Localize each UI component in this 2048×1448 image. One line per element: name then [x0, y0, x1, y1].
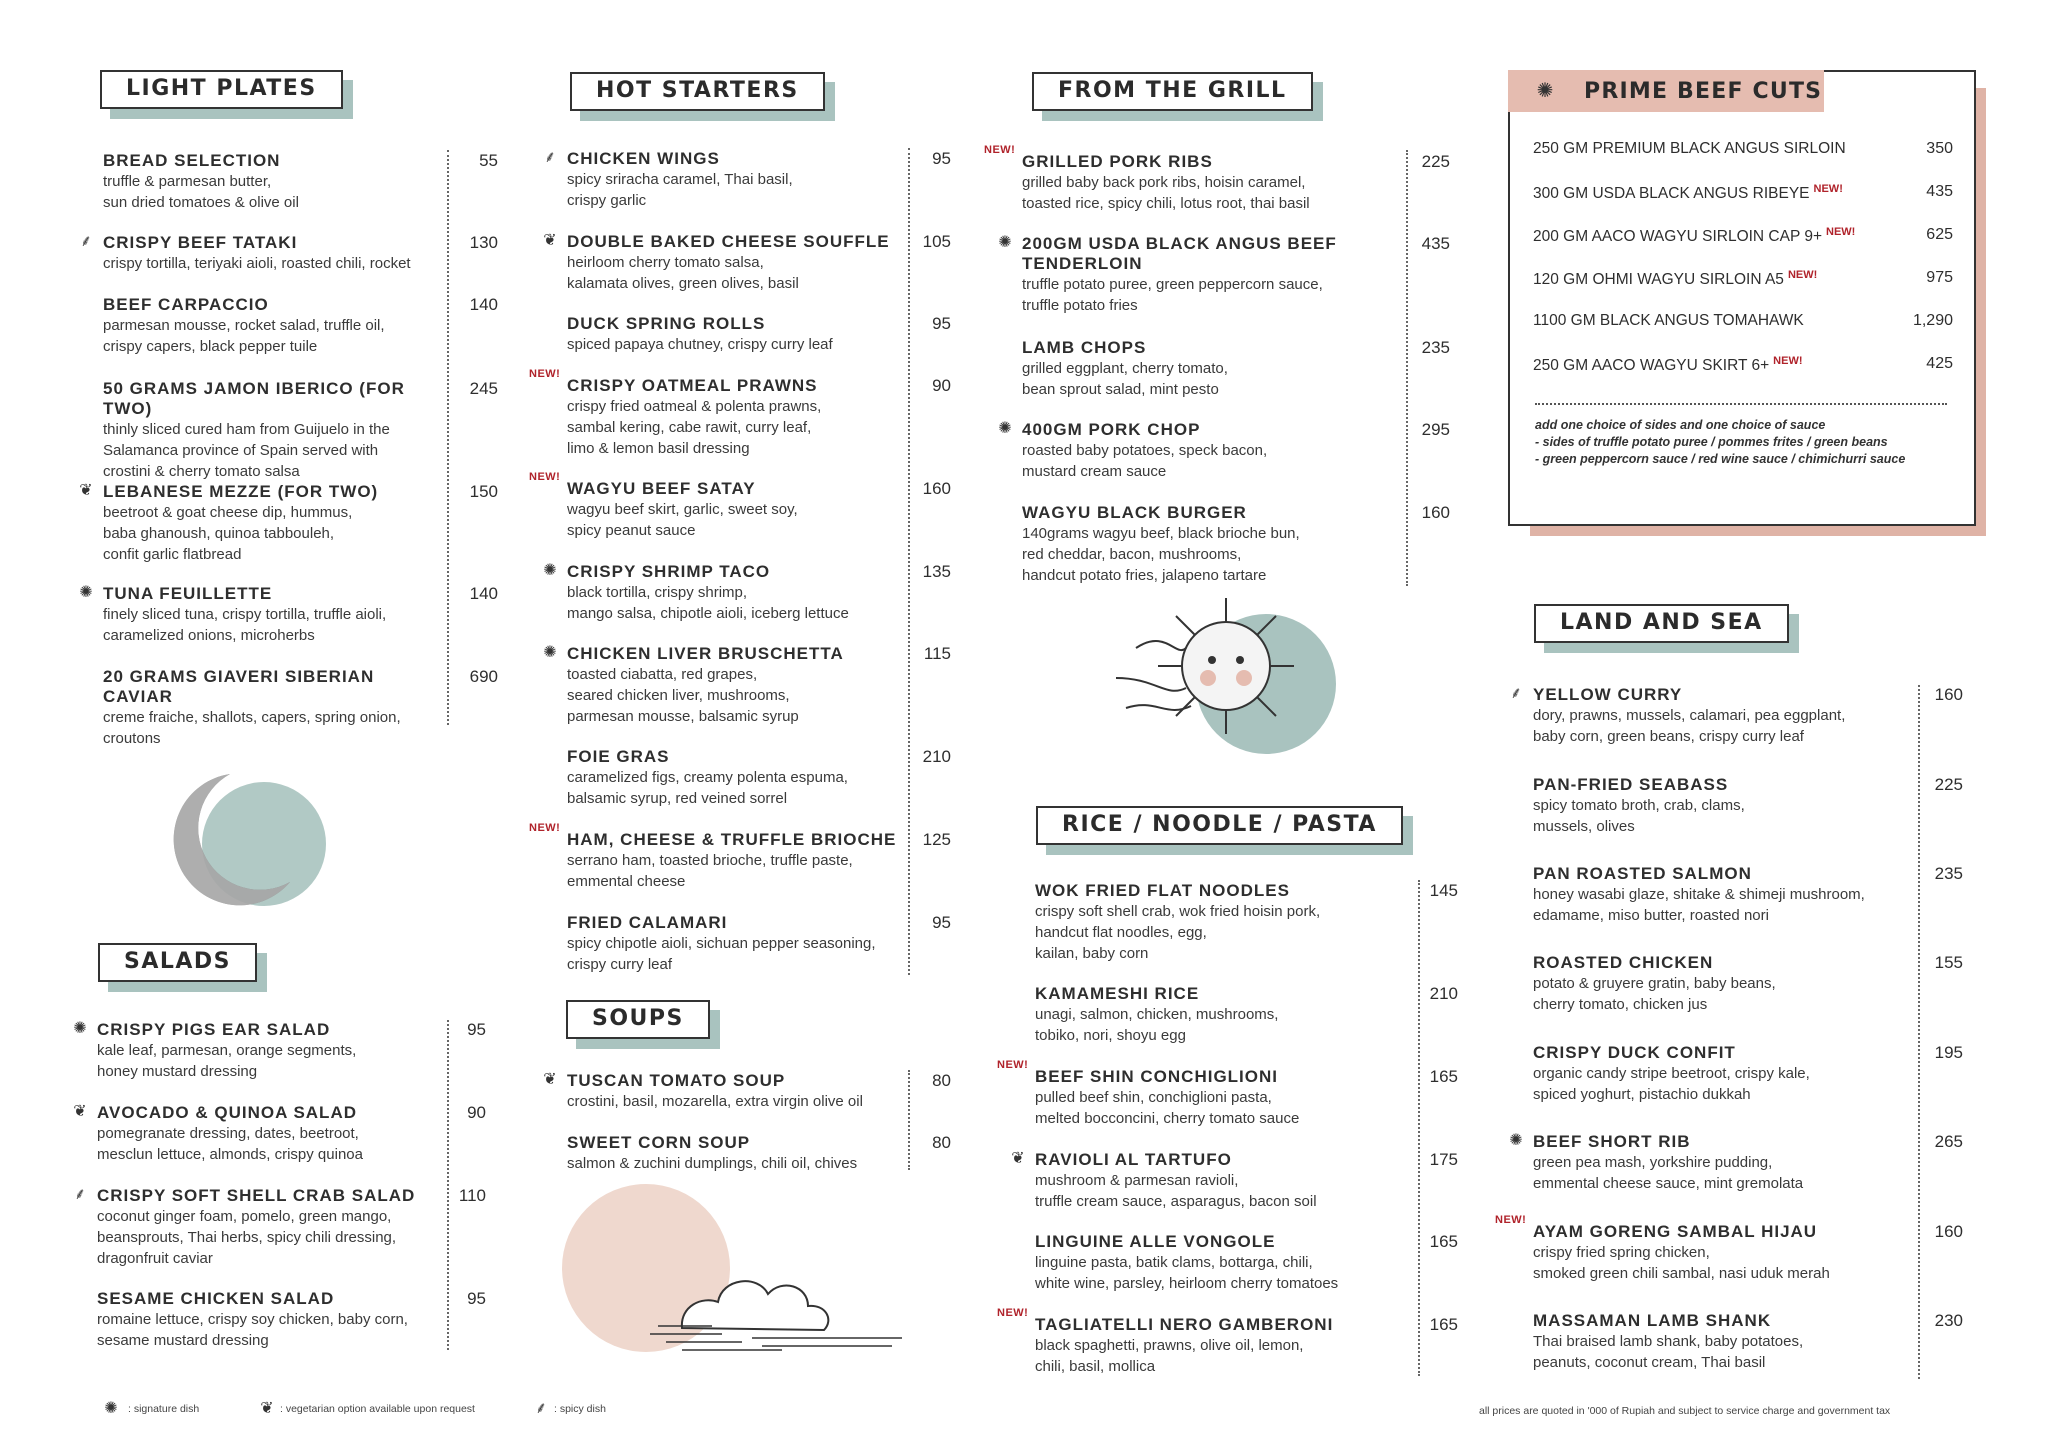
- item-name: MASSAMAN LAMB SHANK: [1533, 1311, 1772, 1330]
- menu-item: [567, 1133, 951, 1174]
- menu-item: [1533, 953, 1963, 1015]
- item-description: pulled beef shin, conchiglioni pasta,: [1035, 1089, 1272, 1106]
- item-name: LAMB CHOPS: [1022, 338, 1147, 357]
- legend-spicy: : spicy dish: [554, 1403, 606, 1415]
- item-name: HAM, CHEESE & TRUFFLE BRIOCHE: [567, 830, 897, 849]
- section-title: SALADS: [98, 943, 257, 982]
- item-price: 90: [467, 1103, 486, 1122]
- prime-note-line: - sides of truffle potato puree / pommes frites / green beans: [1535, 435, 1888, 449]
- item-description: seared chicken liver, mushrooms,: [567, 687, 790, 704]
- menu-item: [1035, 1232, 1458, 1294]
- menu-item: [1022, 503, 1450, 586]
- item-name: BEEF SHORT RIB: [1533, 1132, 1691, 1151]
- item-name: WAGYU BEEF SATAY: [567, 479, 756, 498]
- item-price: 140: [469, 584, 498, 603]
- item-price: 95: [467, 1289, 486, 1308]
- item-description: red cheddar, bacon, mushrooms,: [1022, 546, 1242, 563]
- item-description: unagi, salmon, chicken, mushrooms,: [1035, 1006, 1279, 1023]
- prime-cut-item: [1533, 226, 1953, 246]
- item-price: 110: [458, 1186, 486, 1205]
- item-description: dragonfruit caviar: [97, 1250, 213, 1267]
- item-description: sesame mustard dressing: [97, 1332, 269, 1349]
- item-name: PAN ROASTED SALMON: [1533, 864, 1752, 883]
- item-description: potato & gruyere gratin, baby beans,: [1533, 975, 1776, 992]
- item-name: TAGLIATELLI NERO GAMBERONI: [1035, 1315, 1334, 1334]
- item-description: grilled baby back pork ribs, hoisin caramel,: [1022, 174, 1306, 191]
- item-description: caramelized onions, microherbs: [103, 627, 315, 644]
- item-description: spicy tomato broth, crab, clams,: [1533, 797, 1745, 814]
- item-description: balsamic syrup, red veined sorrel: [567, 790, 788, 807]
- item-description: smoked green chili sambal, nasi uduk merah: [1533, 1265, 1830, 1282]
- item-name: WAGYU BLACK BURGER: [1022, 503, 1247, 522]
- section-header-soups: [566, 1000, 710, 1039]
- item-price: 95: [467, 1020, 486, 1039]
- item-description: linguine pasta, batik clams, bottarga, chili,: [1035, 1254, 1313, 1271]
- item-description: black spaghetti, prawns, olive oil, lemon,: [1035, 1337, 1304, 1354]
- item-price: 95: [932, 314, 951, 333]
- item-description: handcut potato fries, jalapeno tartare: [1022, 567, 1267, 584]
- divider-dotted: [447, 150, 449, 725]
- sun-icon: ✺: [1509, 1132, 1523, 1149]
- menu-item: [1533, 864, 1963, 926]
- menu-item: [97, 1289, 486, 1351]
- item-description: sun dried tomatoes & olive oil: [103, 194, 299, 211]
- new-badge: NEW!: [984, 144, 1016, 156]
- section-title: RICE / NOODLE / PASTA: [1036, 806, 1403, 845]
- item-name: SWEET CORN SOUP: [567, 1133, 751, 1152]
- item-name: BEEF SHIN CONCHIGLIONI: [1035, 1067, 1279, 1086]
- item-price: 225: [1421, 152, 1450, 171]
- item-description: crostini & cherry tomato salsa: [103, 463, 300, 480]
- menu-item: [1035, 984, 1458, 1046]
- item-price: 230: [1934, 1311, 1963, 1330]
- menu-item: [1533, 775, 1963, 837]
- item-name: SESAME CHICKEN SALAD: [97, 1289, 335, 1308]
- cut-name: 250 GM PREMIUM BLACK ANGUS SIRLOIN: [1533, 140, 1846, 157]
- item-description: 140grams wagyu beef, black brioche bun,: [1022, 525, 1300, 542]
- item-price: 235: [1421, 338, 1450, 357]
- sun-icon: ✺: [73, 1020, 87, 1037]
- item-name: 400GM PORK CHOP: [1022, 420, 1201, 439]
- item-name: FOIE GRAS: [567, 747, 670, 766]
- item-description: handcut flat noodles, egg,: [1035, 924, 1207, 941]
- item-price: 55: [479, 151, 498, 170]
- menu-item: [567, 913, 951, 975]
- item-name: WOK FRIED FLAT NOODLES: [1035, 881, 1290, 900]
- divider-dotted: [1918, 685, 1920, 1379]
- item-description: spiced papaya chutney, crispy curry leaf: [567, 336, 833, 353]
- new-badge: NEW!: [529, 471, 561, 483]
- cut-name: 120 GM OHMI WAGYU SIRLOIN A5: [1533, 271, 1784, 289]
- item-price: 155: [1934, 953, 1963, 972]
- item-name: BEEF CARPACCIO: [103, 295, 269, 314]
- menu-item: [103, 482, 498, 565]
- item-description: baba ghanoush, quinoa tabbouleh,: [103, 525, 335, 542]
- item-description: honey wasabi glaze, shitake & shimeji mushroom,: [1533, 886, 1865, 903]
- item-description: crispy fried oatmeal & polenta prawns,: [567, 398, 822, 415]
- new-badge: NEW!: [529, 368, 561, 380]
- leaf-icon: ❦: [543, 232, 557, 249]
- menu-item: [567, 314, 951, 355]
- legend-veg: : vegetarian option available upon request: [280, 1403, 475, 1415]
- item-description: mussels, olives: [1533, 818, 1635, 835]
- cut-price: 975: [1926, 269, 1953, 286]
- item-name: TENDERLOIN: [1022, 254, 1143, 273]
- item-price: 105: [922, 232, 951, 251]
- item-description: green pea mash, yorkshire pudding,: [1533, 1154, 1773, 1171]
- item-description: honey mustard dressing: [97, 1063, 258, 1080]
- sun-moon-illustration: [1076, 588, 1346, 758]
- new-badge: NEW!: [1826, 226, 1856, 238]
- item-description: salmon & zuchini dumplings, chili oil, chives: [567, 1155, 858, 1172]
- cut-price: 435: [1926, 183, 1953, 200]
- item-description: parmesan mousse, balsamic syrup: [567, 708, 799, 725]
- item-description: emmental cheese: [567, 873, 686, 890]
- item-description: organic candy stripe beetroot, crispy kale,: [1533, 1065, 1810, 1082]
- chili-icon: ⸙: [543, 149, 556, 166]
- section-header-salads: [98, 943, 257, 982]
- item-description: mango salsa, chipotle aioli, iceberg lettuce: [567, 605, 849, 622]
- item-description: heirloom cherry tomato salsa,: [567, 254, 764, 271]
- item-price: 245: [469, 379, 498, 398]
- divider: [1535, 403, 1947, 405]
- item-price: 150: [469, 482, 498, 501]
- item-price: 95: [932, 913, 951, 932]
- item-description: limo & lemon basil dressing: [567, 440, 750, 457]
- prime-cut-item: [1533, 269, 1953, 289]
- item-description: spicy peanut sauce: [567, 522, 696, 539]
- menu-item: [1533, 1311, 1963, 1373]
- item-price: 435: [1421, 234, 1450, 253]
- item-price: 140: [469, 295, 498, 314]
- sun-icon: ✺: [998, 420, 1012, 437]
- item-description: tobiko, nori, shoyu egg: [1035, 1027, 1186, 1044]
- new-badge: NEW!: [529, 822, 561, 834]
- item-description: toasted rice, spicy chili, lotus root, thai basil: [1022, 195, 1310, 212]
- item-description: mustard cream sauce: [1022, 463, 1167, 480]
- new-badge: NEW!: [997, 1307, 1029, 1319]
- leaf-icon: ❦: [543, 1071, 557, 1088]
- section-title: SOUPS: [566, 1000, 710, 1039]
- menu-item: [97, 1103, 486, 1165]
- item-description: bean sprout salad, mint pesto: [1022, 381, 1219, 398]
- item-price: 195: [1934, 1043, 1963, 1062]
- menu-item: [567, 149, 951, 211]
- menu-item: [567, 747, 951, 809]
- item-price: 165: [1429, 1315, 1458, 1334]
- menu-item: [1533, 1132, 1963, 1194]
- menu-item: [1022, 152, 1450, 214]
- item-description: white wine, parsley, heirloom cherry tomatoes: [1035, 1275, 1339, 1292]
- item-description: coconut ginger foam, pomelo, green mango,: [97, 1208, 392, 1225]
- section-header-light-plates: [100, 70, 343, 109]
- cut-price: 1,290: [1912, 312, 1953, 329]
- item-name: DUCK SPRING ROLLS: [567, 314, 766, 333]
- item-description: Thai braised lamb shank, baby potatoes,: [1533, 1333, 1804, 1350]
- item-price: 90: [932, 376, 951, 395]
- cut-name: 300 GM USDA BLACK ANGUS RIBEYE: [1533, 185, 1810, 203]
- item-price: 80: [932, 1071, 951, 1090]
- chili-icon: ⸙: [79, 233, 92, 250]
- sun-icon: ✺: [543, 562, 557, 579]
- item-price: 160: [1934, 1222, 1963, 1241]
- item-name: RAVIOLI AL TARTUFO: [1035, 1150, 1232, 1169]
- item-description: crispy fried spring chicken,: [1533, 1244, 1710, 1261]
- menu-item: [567, 479, 951, 541]
- menu-item: [103, 379, 498, 482]
- menu-item: [1533, 1222, 1963, 1284]
- item-description: baby corn, green beans, crispy curry leaf: [1533, 728, 1804, 745]
- item-name: YELLOW CURRY: [1533, 685, 1683, 704]
- item-price: 160: [1421, 503, 1450, 522]
- item-description: dory, prawns, mussels, calamari, pea eggplant,: [1533, 707, 1846, 724]
- item-price: 210: [922, 747, 951, 766]
- item-description: toasted ciabatta, red grapes,: [567, 666, 758, 683]
- cut-name: 200 GM AACO WAGYU SIRLOIN CAP 9+: [1533, 228, 1822, 246]
- item-description: kailan, baby corn: [1035, 945, 1149, 962]
- prime-cut-item: [1533, 355, 1953, 375]
- item-name: CHICKEN LIVER BRUSCHETTA: [567, 644, 844, 663]
- item-price: 165: [1429, 1067, 1458, 1086]
- item-name: CRISPY SOFT SHELL CRAB SALAD: [97, 1186, 416, 1205]
- cut-name: 1100 GM BLACK ANGUS TOMAHAWK: [1533, 312, 1804, 329]
- item-name: DOUBLE BAKED CHEESE SOUFFLE: [567, 232, 890, 251]
- menu-item: [1035, 1067, 1458, 1129]
- item-description: mesclun lettuce, almonds, crispy quinoa: [97, 1146, 363, 1163]
- menu-item: [1022, 234, 1450, 316]
- section-title: LAND AND SEA: [1534, 604, 1789, 643]
- item-description: spicy chipotle aioli, sichuan pepper seasoning,: [567, 935, 876, 952]
- item-name: 50 GRAMS JAMON IBERICO (FOR TWO): [103, 379, 405, 418]
- item-description: truffle potato fries: [1022, 297, 1138, 314]
- menu-item: [97, 1186, 486, 1269]
- item-name: CRISPY BEEF TATAKI: [103, 233, 298, 252]
- divider-dotted: [1418, 880, 1420, 1376]
- item-description: crostini, basil, mozarella, extra virgin olive oil: [567, 1093, 863, 1110]
- item-description: melted bocconcini, cherry tomato sauce: [1035, 1110, 1300, 1127]
- sun-icon: ✺: [1536, 80, 1554, 102]
- item-description: truffle & parmesan butter,: [103, 173, 272, 190]
- menu-item: [97, 1020, 486, 1082]
- item-price: 80: [932, 1133, 951, 1152]
- item-price: 295: [1421, 420, 1450, 439]
- new-badge: NEW!: [1773, 355, 1803, 367]
- item-name: PAN-FRIED SEABASS: [1533, 775, 1729, 794]
- menu-item: [1533, 685, 1963, 747]
- item-description: beetroot & goat cheese dip, hummus,: [103, 504, 353, 521]
- item-name: FRIED CALAMARI: [567, 913, 728, 932]
- chili-icon: ⸙: [534, 1400, 547, 1417]
- item-price: 145: [1429, 881, 1458, 900]
- menu-item: [567, 1071, 951, 1112]
- sun-icon: ✺: [543, 644, 557, 661]
- item-name: LEBANESE MEZZE (FOR TWO): [103, 482, 379, 501]
- item-price: 225: [1934, 775, 1963, 794]
- item-description: romaine lettuce, crispy soy chicken, baby corn,: [97, 1311, 408, 1328]
- leaf-icon: ❦: [260, 1400, 274, 1417]
- item-description: pomegranate dressing, dates, beetroot,: [97, 1125, 359, 1142]
- item-name: AVOCADO & QUINOA SALAD: [97, 1103, 357, 1122]
- item-description: kalamata olives, green olives, basil: [567, 275, 799, 292]
- item-description: creme fraiche, shallots, capers, spring onion,: [103, 709, 401, 726]
- item-name: CRISPY DUCK CONFIT: [1533, 1043, 1736, 1062]
- item-price: 175: [1429, 1150, 1458, 1169]
- item-price: 135: [922, 562, 951, 581]
- item-name: TUSCAN TOMATO SOUP: [567, 1071, 786, 1090]
- new-badge: NEW!: [1787, 269, 1818, 281]
- item-name: CRISPY SHRIMP TACO: [567, 562, 771, 581]
- menu-item: [1022, 420, 1450, 482]
- item-description: kale leaf, parmesan, orange segments,: [97, 1042, 357, 1059]
- item-description: black tortilla, crispy shrimp,: [567, 584, 748, 601]
- section-header-land-and-sea: [1534, 604, 1789, 643]
- menu-item: [103, 295, 498, 357]
- item-description: parmesan mousse, rocket salad, truffle oil,: [103, 317, 385, 334]
- sun-icon: ✺: [998, 234, 1012, 251]
- item-description: spiced yoghurt, pistachio dukkah: [1533, 1086, 1751, 1103]
- moon-illustration: [160, 762, 335, 912]
- item-description: crispy tortilla, teriyaki aioli, roasted chili, rocket: [103, 255, 411, 272]
- section-title: HOT STARTERS: [570, 72, 825, 111]
- chili-icon: ⸙: [1509, 685, 1522, 702]
- item-description: serrano ham, toasted brioche, truffle paste,: [567, 852, 853, 869]
- item-description: croutons: [103, 730, 161, 747]
- item-description: crispy garlic: [567, 192, 647, 209]
- item-description: crispy soft shell crab, wok fried hoisin pork,: [1035, 903, 1321, 920]
- item-description: Salamanca province of Spain served with: [103, 442, 379, 459]
- item-description: truffle potato puree, green peppercorn sauce,: [1022, 276, 1323, 293]
- item-name: KAMAMESHI RICE: [1035, 984, 1200, 1003]
- item-description: spicy sriracha caramel, Thai basil,: [567, 171, 793, 188]
- chili-icon: ⸙: [73, 1186, 86, 1203]
- section-title: LIGHT PLATES: [100, 70, 343, 109]
- item-description: sambal kering, cabe rawit, curry leaf,: [567, 419, 812, 436]
- item-description: mushroom & parmesan ravioli,: [1035, 1172, 1239, 1189]
- menu-item: [103, 233, 498, 274]
- item-description: crispy curry leaf: [567, 956, 673, 973]
- item-price: 160: [1934, 685, 1963, 704]
- legend-signature: : signature dish: [128, 1403, 200, 1415]
- menu-item: [567, 562, 951, 624]
- menu-item: [1035, 881, 1458, 964]
- item-name: 200GM USDA BLACK ANGUS BEEF: [1022, 234, 1337, 253]
- menu-item: [103, 584, 498, 646]
- menu-item: [1035, 1150, 1458, 1212]
- item-description: grilled eggplant, cherry tomato,: [1022, 360, 1228, 377]
- item-price: 210: [1429, 984, 1458, 1003]
- item-price: 690: [469, 667, 498, 686]
- item-description: peanuts, coconut cream, Thai basil: [1533, 1354, 1766, 1371]
- item-name: AYAM GORENG SAMBAL HIJAU: [1533, 1222, 1818, 1241]
- item-name: CHICKEN WINGS: [567, 149, 720, 168]
- cut-price: 425: [1926, 355, 1953, 372]
- item-name: ROASTED CHICKEN: [1533, 953, 1714, 972]
- item-description: cherry tomato, chicken jus: [1533, 996, 1708, 1013]
- item-name: GRILLED PORK RIBS: [1022, 152, 1213, 171]
- item-name: 20 GRAMS GIAVERI SIBERIAN CAVIAR: [103, 667, 375, 706]
- item-name: LINGUINE ALLE VONGOLE: [1035, 1232, 1276, 1251]
- item-description: roasted baby potatoes, speck bacon,: [1022, 442, 1268, 459]
- item-description: chili, basil, mollica: [1035, 1358, 1156, 1375]
- cut-price: 625: [1926, 226, 1953, 243]
- item-description: beansprouts, Thai herbs, spicy chili dressing,: [97, 1229, 397, 1246]
- item-price: 235: [1934, 864, 1963, 883]
- item-price: 130: [469, 233, 498, 252]
- section-title: FROM THE GRILL: [1032, 72, 1313, 111]
- item-description: caramelized figs, creamy polenta espuma,: [567, 769, 848, 786]
- divider-dotted: [908, 1070, 910, 1170]
- divider-dotted: [1406, 150, 1408, 586]
- section-header-from-the-grill: [1032, 72, 1313, 111]
- menu-item: [103, 151, 498, 213]
- cut-name: 250 GM AACO WAGYU SKIRT 6+: [1533, 357, 1770, 375]
- item-name: BREAD SELECTION: [103, 151, 281, 170]
- menu-item: [567, 376, 951, 459]
- menu-item: [567, 232, 951, 294]
- item-name: CRISPY OATMEAL PRAWNS: [567, 376, 818, 395]
- new-badge: NEW!: [997, 1059, 1029, 1071]
- item-description: truffle cream sauce, asparagus, bacon soil: [1035, 1193, 1317, 1210]
- item-description: emmental cheese sauce, mint gremolata: [1533, 1175, 1804, 1192]
- footer-note: all prices are quoted in '000 of Rupiah and subject to service charge and government tax: [1479, 1405, 1891, 1417]
- sun-cloud-illustration: [562, 1178, 912, 1360]
- sun-icon: ✺: [79, 584, 93, 601]
- new-badge: NEW!: [1813, 183, 1843, 195]
- item-description: thinly sliced cured ham from Guijuelo in the: [103, 421, 390, 438]
- item-price: 95: [932, 149, 951, 168]
- prime-cut-item: [1533, 140, 1953, 158]
- item-description: edamame, miso butter, roasted nori: [1533, 907, 1769, 924]
- menu-item: [567, 830, 951, 892]
- menu-item: [1533, 1043, 1963, 1105]
- item-price: 165: [1429, 1232, 1458, 1251]
- item-price: 115: [923, 644, 951, 663]
- leaf-icon: ❦: [1011, 1150, 1025, 1167]
- item-description: confit garlic flatbread: [103, 546, 242, 563]
- sun-icon: ✺: [104, 1400, 118, 1417]
- section-title: PRIME BEEF CUTS: [1584, 79, 1823, 104]
- menu-item: [1035, 1315, 1458, 1377]
- prime-cut-item: [1533, 183, 1953, 203]
- item-description: finely sliced tuna, crispy tortilla, truffle aioli,: [103, 606, 387, 623]
- cut-price: 350: [1926, 140, 1953, 157]
- item-description: crispy capers, black pepper tuile: [103, 338, 318, 355]
- menu-item: [567, 644, 951, 727]
- divider-dotted: [908, 148, 910, 975]
- prime-note-line: add one choice of sides and one choice of sauce: [1535, 418, 1826, 432]
- item-price: 265: [1934, 1132, 1963, 1151]
- section-header-hot-starters: [570, 72, 825, 111]
- section-header-rice-noodle-pasta: [1036, 806, 1403, 845]
- item-name: TUNA FEUILLETTE: [103, 584, 273, 603]
- menu-item: [103, 667, 498, 749]
- item-price: 125: [922, 830, 951, 849]
- leaf-icon: ❦: [73, 1103, 87, 1120]
- item-name: CRISPY PIGS EAR SALAD: [97, 1020, 331, 1039]
- divider-dotted: [447, 1020, 449, 1350]
- leaf-icon: ❦: [79, 482, 93, 499]
- menu-item: [1022, 338, 1450, 400]
- item-price: 160: [922, 479, 951, 498]
- new-badge: NEW!: [1495, 1214, 1527, 1226]
- item-description: wagyu beef skirt, garlic, sweet soy,: [567, 501, 798, 518]
- prime-cut-item: [1533, 312, 1953, 330]
- prime-note-line: - green peppercorn sauce / red wine sauce / chimichurri sauce: [1535, 452, 1906, 466]
